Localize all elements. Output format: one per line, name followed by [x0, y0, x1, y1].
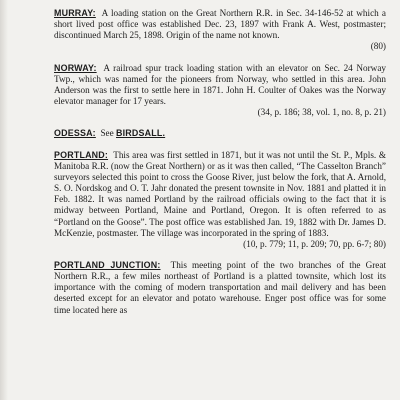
- entry-text: See: [100, 128, 114, 139]
- entry-text: This area was first settled in 1871, but it was not until the St. P., Mpls. & Manitoba R.R. (now the Great Northern) or as it was then called, “The Casselton Branch” surveyors selected this point to cross the Goose River, just below the fork, that A. Arnold, S. O. Nordskog and O. T. Jahr donated the present townsite in Nov. 1881 and platted it in Feb. 1882. It was named Portland by the railroad officials owing to the fact that it is midway between Portland, Maine and Portland, Oregon. It is often referred to as “Portland on the Goose”. The post office was established Jan. 19, 1882 with Dr. James D. McKenzie, postmaster. The village was incorporated in the spring of 1883.: [54, 149, 386, 238]
- entry-norway: [54, 63, 386, 119]
- entry-text: A railroad spur track loading station with an elevator on Sec. 24 Norway Twp., which was named for the pioneers from Norway, who settled in this area. John Anderson was the first to settle here in 1871. John H. Coulter of Oakes was the Norway elevator manager for 17 years.: [54, 62, 386, 107]
- entry-heading: NORWAY:: [54, 62, 97, 73]
- entry-body: [54, 128, 386, 139]
- entry-portland: [54, 150, 386, 250]
- entry-odessa: [54, 128, 386, 139]
- entry-heading: MURRAY:: [54, 8, 96, 18]
- entry-body: [54, 260, 386, 316]
- page-fold-shadow: [0, 0, 8, 400]
- entry-reference: (34, p. 186; 38, vol. 1, no. 8, p. 21): [257, 107, 386, 118]
- entry-portland-junction: [54, 260, 386, 316]
- entry-heading: PORTLAND:: [54, 149, 109, 160]
- see-also-link: BIRDSALL.: [116, 128, 166, 139]
- entry-reference: (10, p. 779; 11, p. 209; 70, pp. 6-7; 80): [243, 238, 386, 249]
- entry-reference: (80): [370, 41, 386, 52]
- entry-heading: PORTLAND JUNCTION:: [54, 259, 161, 270]
- entry-body: [54, 63, 386, 108]
- entry-text: A loading station on the Great Northern R.R. in Sec. 34-146-52 at which a short lived post office was established Dec. 23, 1897 with Frank A. West, postmaster; discontinued March 25, 1898. Origin of the name not known.: [54, 8, 386, 41]
- entry-body: [54, 150, 386, 239]
- entry-heading: ODESSA:: [54, 128, 96, 139]
- entry-murray: [54, 8, 386, 53]
- entry-body: [54, 8, 386, 41]
- entry-text: This meeting point of the two branches of the Great Northern R.R., a few miles northeast of Portland is a platted townsite, which lost its importance with the coming of modern transportation and mail delivery and has been deserted except for an elevator and potato warehouse. Enger post office was for some time located here as: [54, 259, 387, 315]
